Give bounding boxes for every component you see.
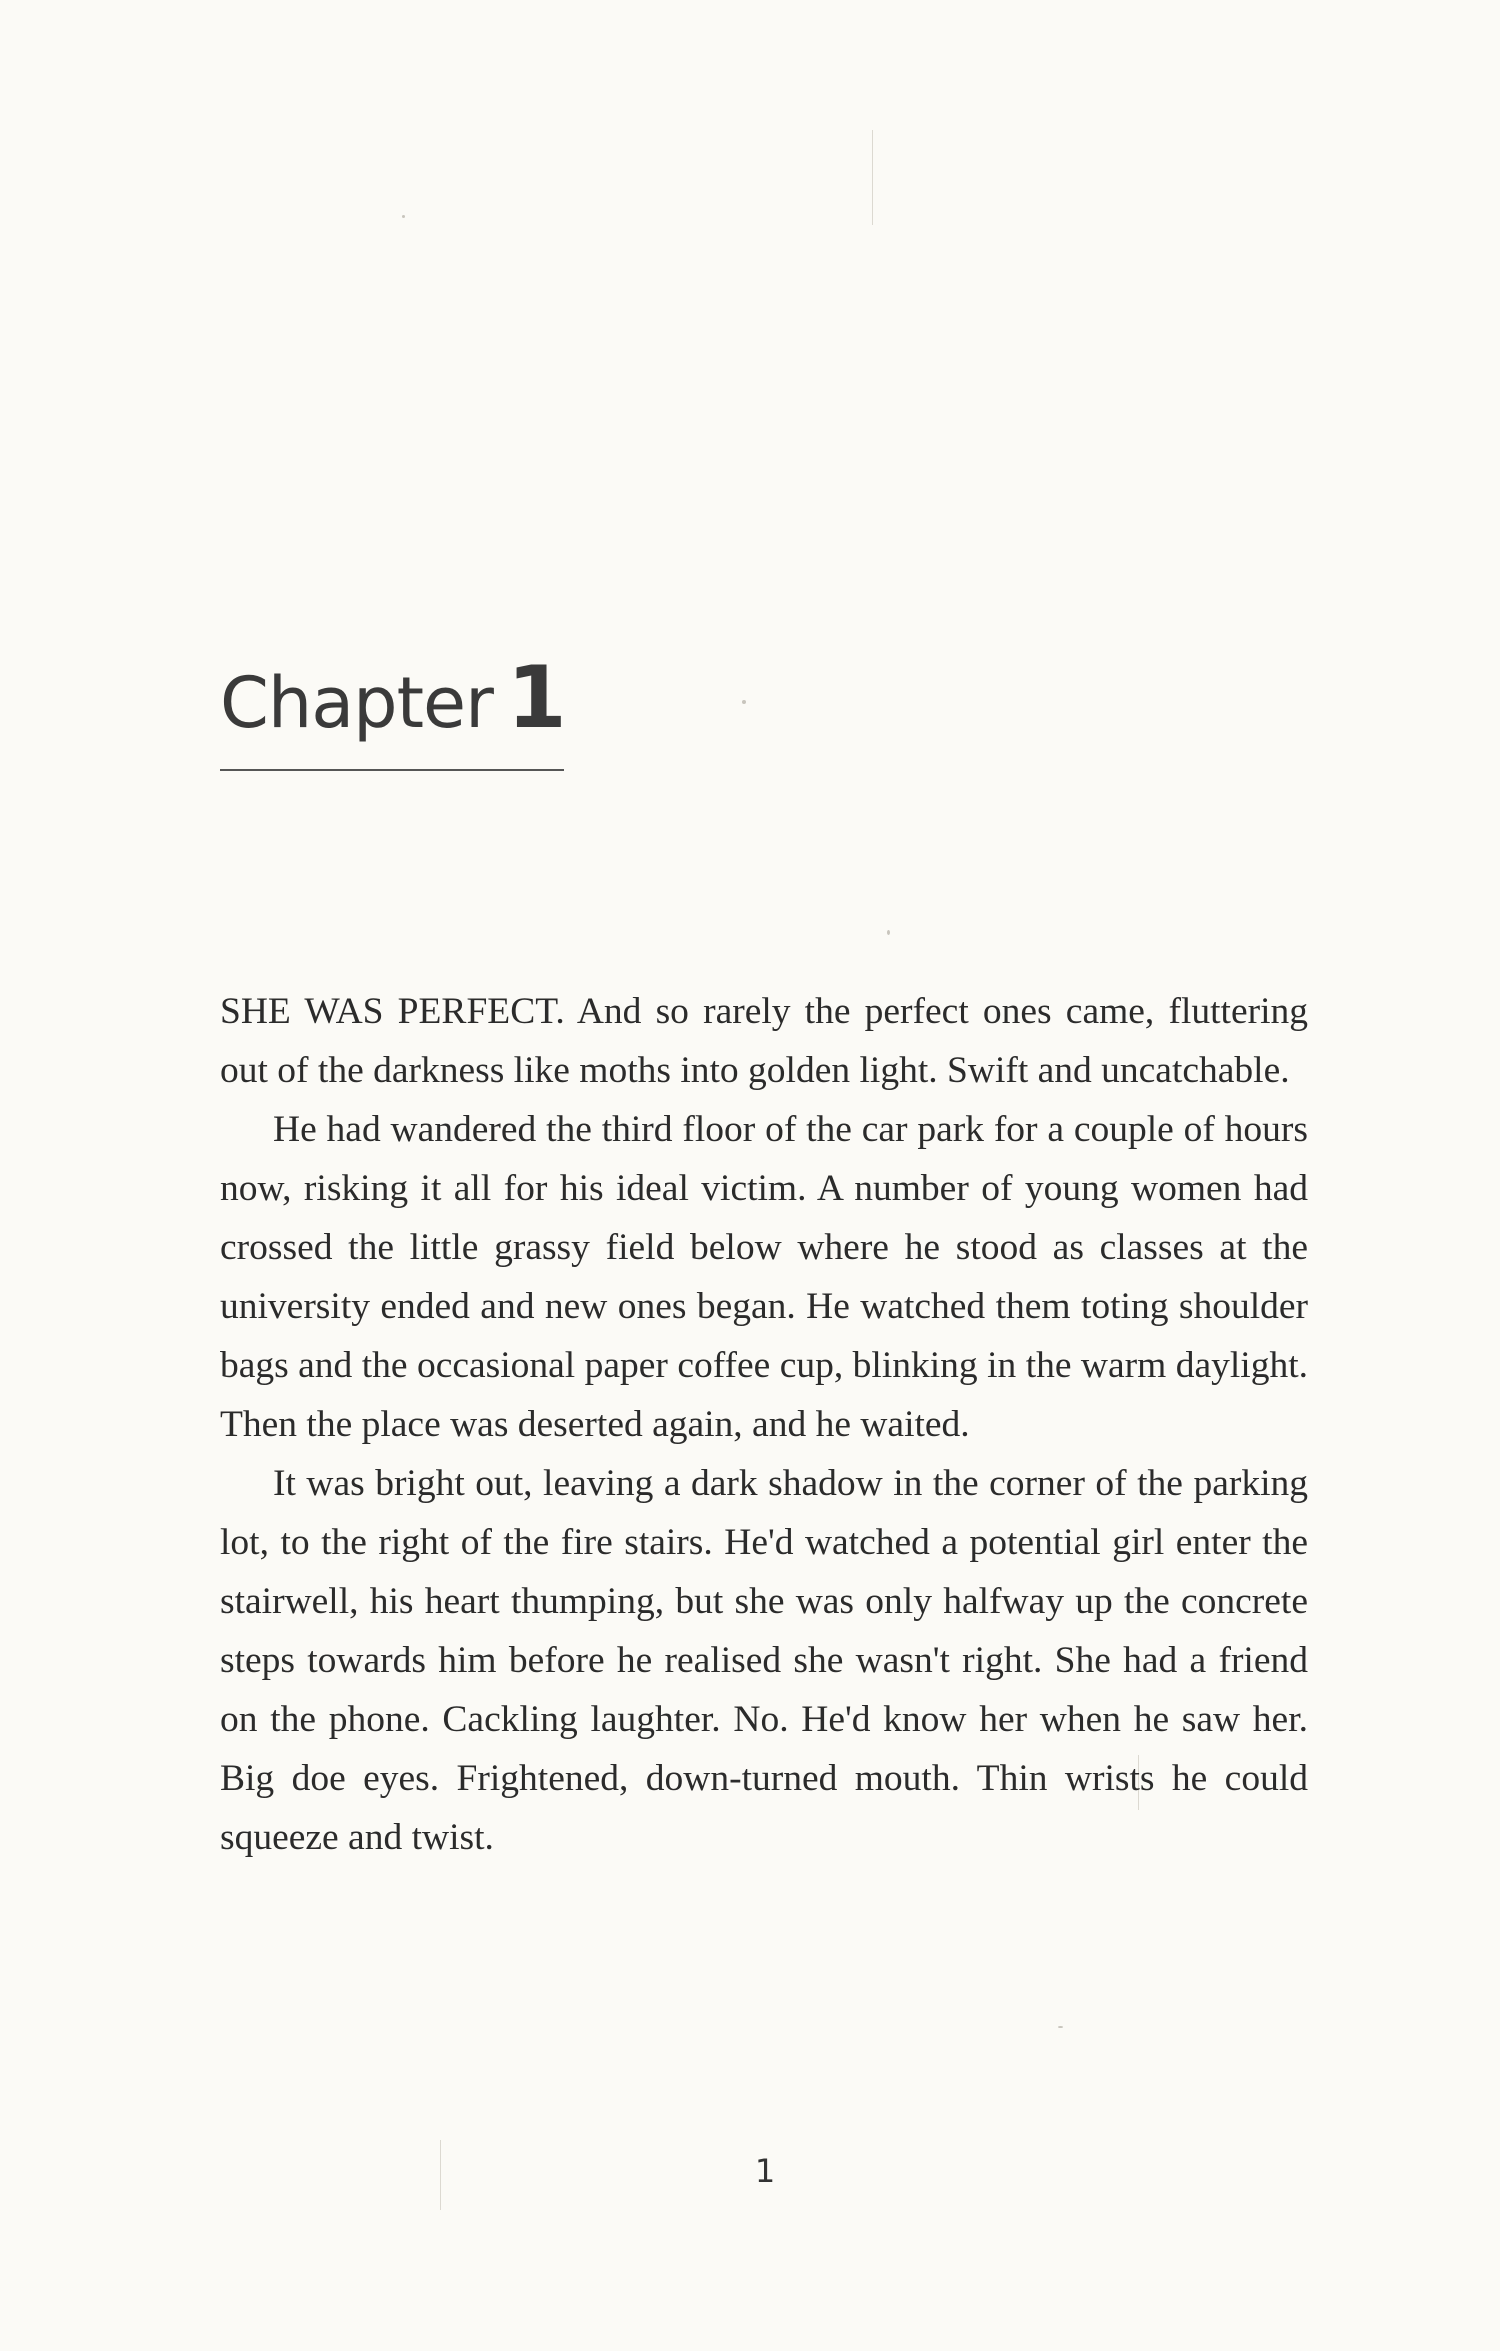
scan-speck: [887, 930, 890, 935]
chapter-heading: [220, 648, 567, 748]
paragraph: He had wandered the third floor of the car park for a couple of hours now, risking it all for his ideal victim. A number of young women had crossed the little grassy field below where he stood as classes at the university ended and new ones began. He watched them toting shoulder bags and the occasional paper coffee cup, blinking in the warm daylight. Then the place was deserted again, and he waited.: [220, 1109, 1308, 1445]
chapter-number: 1: [506, 648, 567, 748]
scan-speck: [742, 700, 746, 704]
scan-mark: [872, 130, 873, 225]
paragraph: It was bright out, leaving a dark shadow in the corner of the parking lot, to the right of the fire stairs. He'd watched a potential girl enter the stairwell, his heart thumping, but she was only halfway up the concrete steps towards him before he realised she wasn't right. She had a friend on the phone. Cackling laughter. No. He'd know her when he saw her. Big doe eyes. Frightened, down-turned mouth. Thin wrists he could squeeze and twist.: [220, 1463, 1308, 1858]
scan-speck: [402, 215, 405, 218]
paragraph: SHE WAS PERFECT. And so rarely the perfect ones came, fluttering out of the darkness like moths into golden light. Swift and uncatchable.: [220, 991, 1308, 1091]
chapter-body: [220, 982, 1308, 1867]
page-number: 1: [754, 2152, 776, 2190]
scan-speck: [1058, 2026, 1063, 2028]
chapter-label: Chapter: [220, 662, 493, 744]
chapter-underline: [220, 769, 564, 771]
